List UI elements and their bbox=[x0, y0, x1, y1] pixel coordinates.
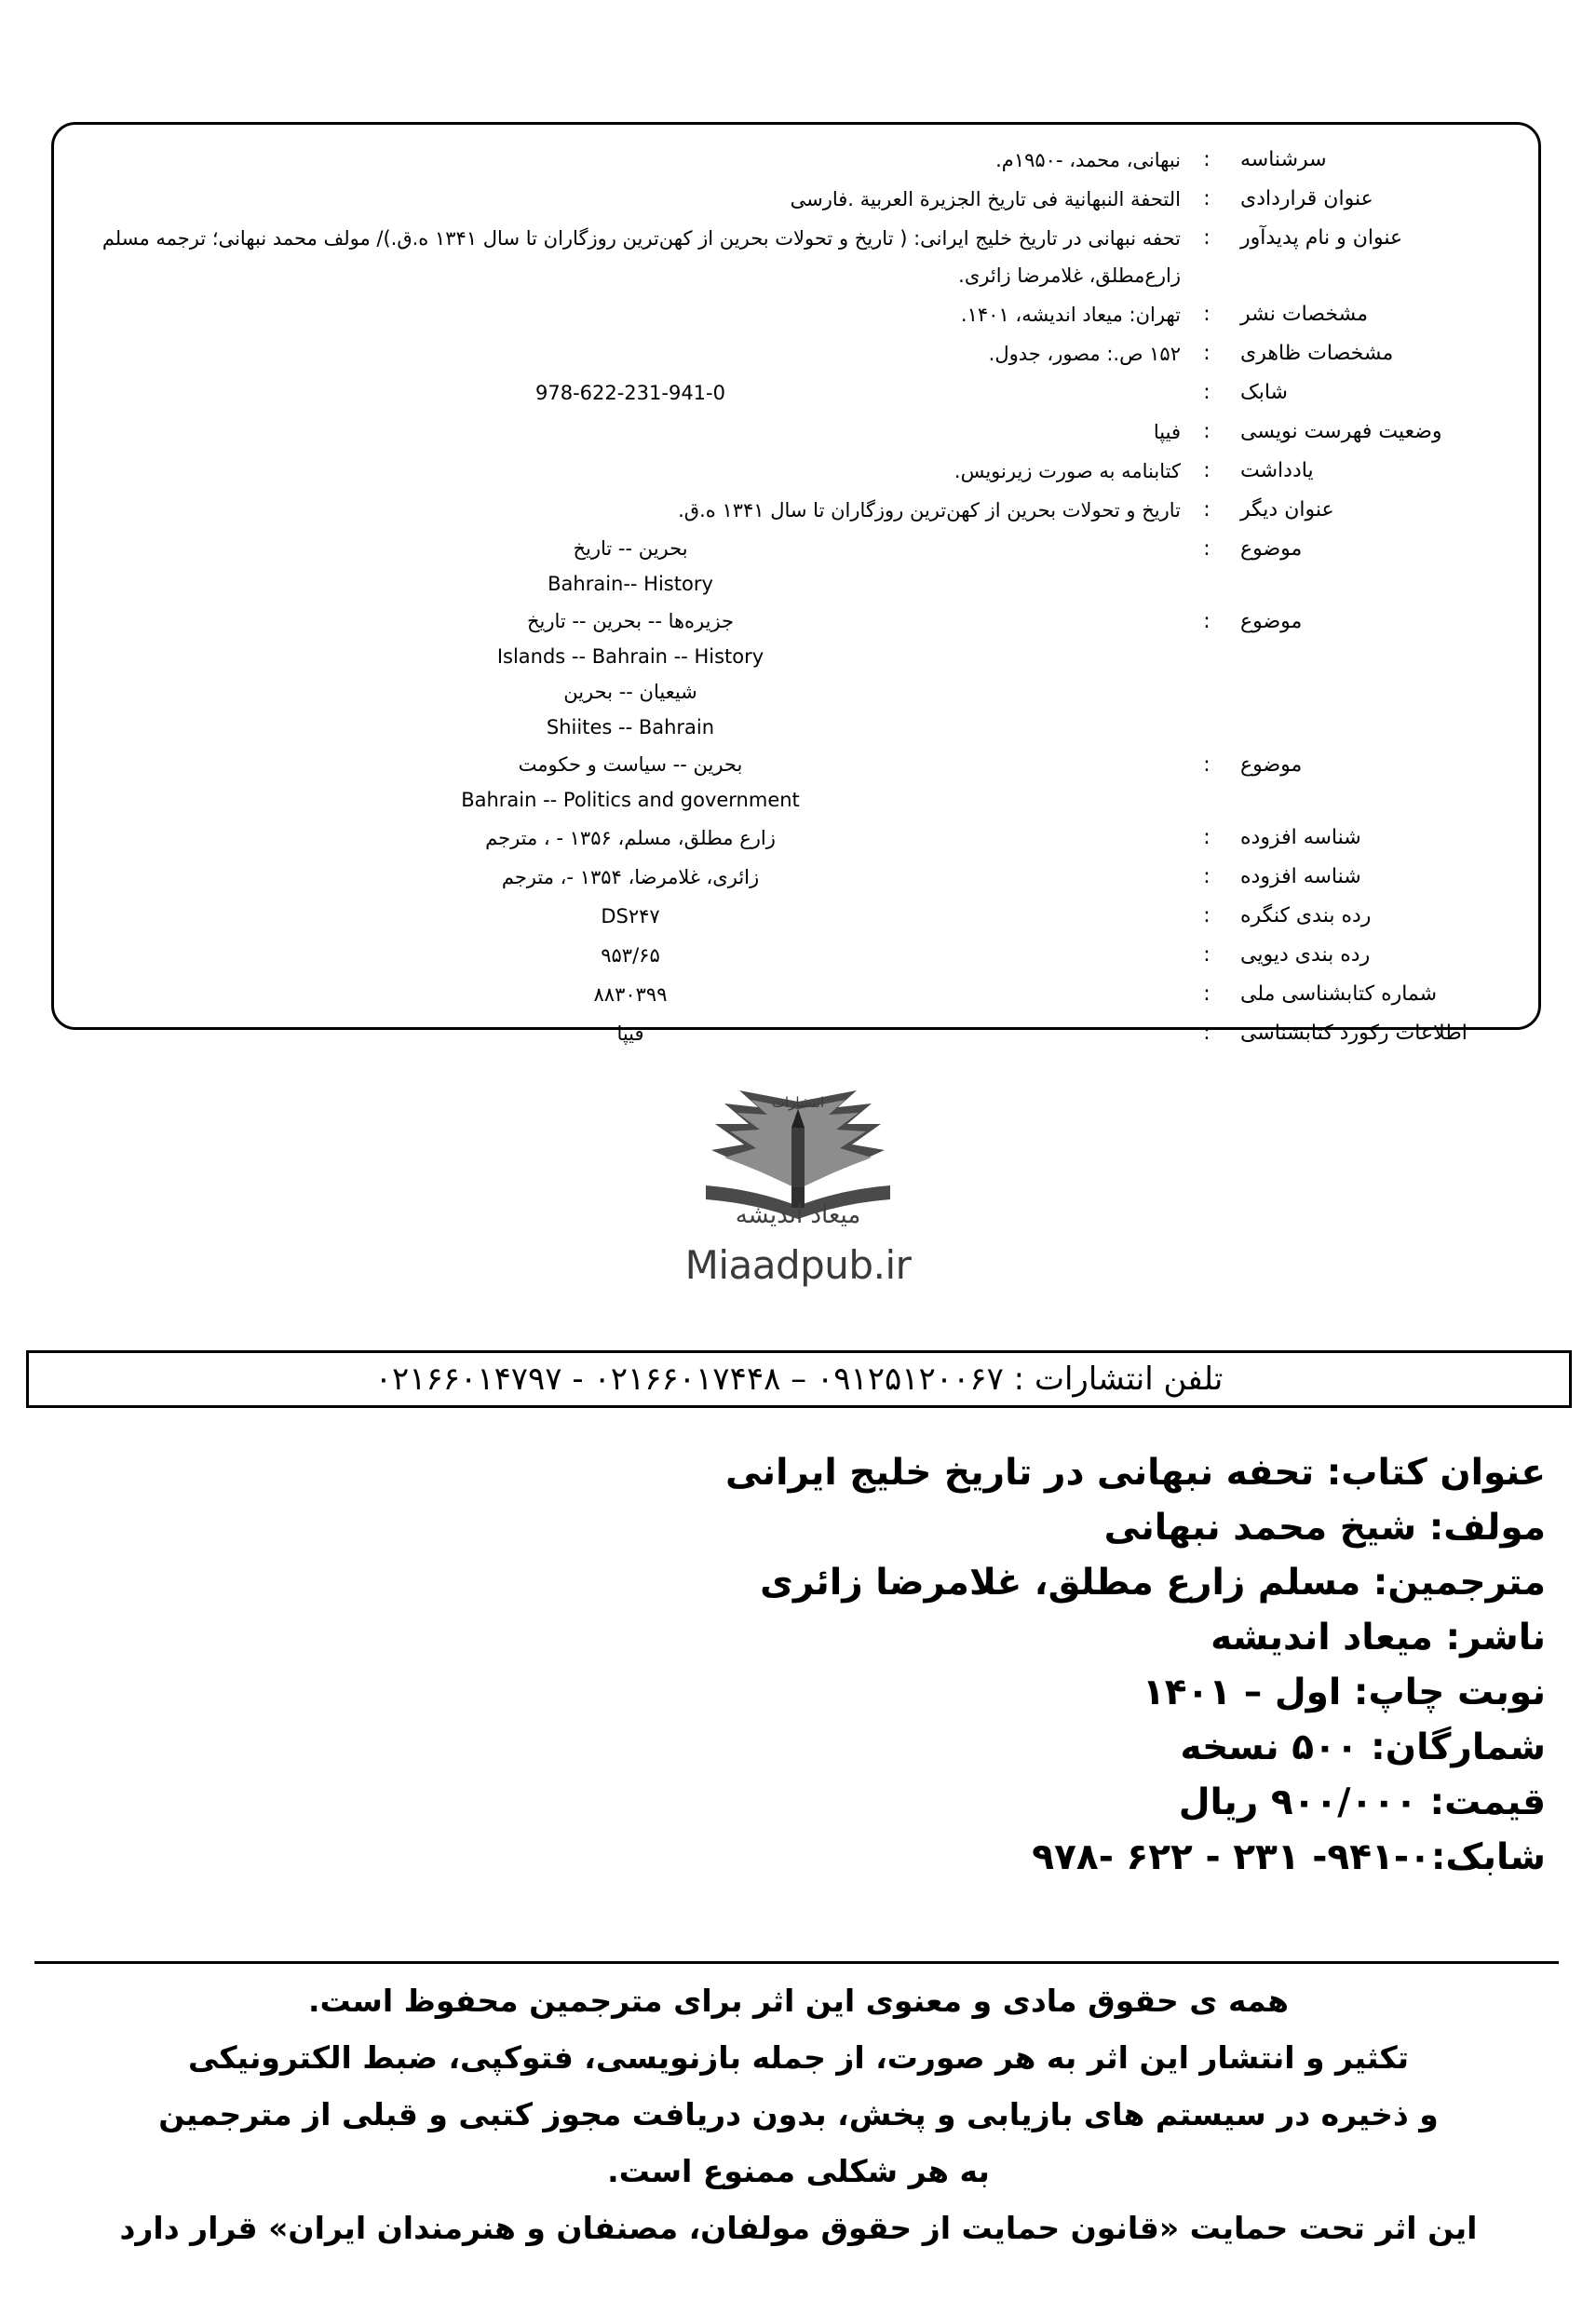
cip-row-label: موضوع bbox=[1240, 610, 1303, 633]
cip-row-colon: : bbox=[1203, 381, 1211, 404]
cip-row-colon: : bbox=[1203, 943, 1211, 967]
cip-row-colon: : bbox=[1203, 610, 1211, 633]
cip-row-label: عنوان دیگر bbox=[1240, 498, 1334, 521]
copyright-notice-line: همه ی حقوق مادی و معنوی این اثر برای مترجمین محفوظ است. bbox=[307, 1983, 1290, 2019]
cip-row-colon: : bbox=[1203, 342, 1211, 365]
cip-row-label: عنوان و نام پدیدآور bbox=[1240, 226, 1403, 250]
cip-row bbox=[80, 937, 1507, 974]
cip-row-colon: : bbox=[1203, 753, 1211, 777]
section-divider bbox=[34, 1961, 1559, 1964]
book-title-line: عنوان کتاب: تحفه نبهانی در تاریخ خلیج ایرانی bbox=[724, 1452, 1546, 1494]
book-print-run-line: شمارگان: ۵۰۰ نسخه bbox=[1180, 1726, 1546, 1768]
book-author-line: مولف: شیخ محمد نبهانی bbox=[1103, 1507, 1546, 1549]
book-isbn-line: شابک:۰-۹۴۱- ۲۳۱ - ۶۲۲ -۹۷۸ bbox=[1032, 1836, 1546, 1878]
cip-subject-line-en: Bahrain -- Politics and government bbox=[461, 789, 800, 811]
cip-row-colon: : bbox=[1203, 148, 1211, 171]
book-edition-line: نوبت چاپ: اول – ۱۴۰۱ bbox=[1142, 1672, 1546, 1713]
cip-row-value: تاریخ و تحولات بحرین از کهن‌ترین روزگاران تا سال ۱۳۴۱ ه.ق. bbox=[678, 499, 1181, 521]
cip-row-value bbox=[80, 819, 1186, 857]
cip-row bbox=[80, 976, 1507, 1013]
cip-row-colon: : bbox=[1203, 1022, 1211, 1045]
cip-row-label: شناسه افزوده bbox=[1240, 826, 1361, 849]
cip-row bbox=[80, 492, 1507, 529]
cip-row-label: موضوع bbox=[1240, 537, 1303, 561]
cip-row-value: نبهانی، محمد، -۱۹۵۰م. bbox=[995, 149, 1181, 171]
cip-row-label: مشخصات ظاهری bbox=[1240, 342, 1394, 365]
copyright-notice-line: و ذخیره در سیستم های بازیابی و پخش، بدون دریافت مجوز کتبی و قبلی از مترجمین bbox=[158, 2096, 1439, 2132]
book-price-line: قیمت: ۹۰۰/۰۰۰ ریال bbox=[1178, 1781, 1546, 1823]
cip-row-label: شماره کتابشناسی ملی bbox=[1240, 982, 1438, 1006]
cip-row-colon: : bbox=[1203, 904, 1211, 927]
cip-row-value bbox=[80, 531, 1186, 602]
cip-subject-row bbox=[80, 603, 1507, 745]
cip-row-value-text: زائری، غلامرضا، ۱۳۵۴ -، مترجم bbox=[501, 866, 760, 888]
cip-row bbox=[80, 898, 1507, 935]
book-publisher-line: ناشر: میعاد اندیشه bbox=[1211, 1617, 1546, 1658]
publisher-phone-box bbox=[26, 1350, 1572, 1408]
cip-subject-line-en: Bahrain-- History bbox=[548, 573, 713, 595]
cip-row bbox=[80, 220, 1507, 294]
cip-row-label: موضوع bbox=[1240, 753, 1303, 777]
cip-row-colon: : bbox=[1203, 982, 1211, 1006]
cip-row-value-text: فیپا bbox=[616, 1022, 644, 1045]
publisher-phone-text: تلفن انتشارات : ۰۹۱۲۵۱۲۰۰۶۷ – ۰۲۱۶۶۰۱۷۴۴۸ - ۰۲۱۶۶۰۱۴۷۹۷ bbox=[374, 1361, 1224, 1398]
cip-row-label: شناسه افزوده bbox=[1240, 865, 1361, 888]
cip-row-label: رده بندی دیویی bbox=[1240, 943, 1371, 967]
cip-row-label: شابک bbox=[1240, 381, 1288, 404]
cip-subject-line-fa: بحرین -- تاریخ bbox=[573, 537, 688, 560]
cip-subject-line-en: Islands -- Bahrain -- History bbox=[496, 645, 764, 668]
logo-bottom-text-glyph: میعاد اندیشه bbox=[735, 1201, 860, 1229]
cip-row-value: تحفه نبهانی در تاریخ خلیج ایرانی: ( تاریخ و تحولات بحرین از کهن‌ترین روزگاران تا سال ۱۳۴۱ ه.ق.)/ مولف محمد نبهانی؛ ترجمه مسلم زارع‌مطلق، غلامرضا زائری. bbox=[101, 227, 1181, 287]
cip-isbn-value: 978-622-231-941-0 bbox=[534, 382, 725, 404]
publisher-website[interactable]: Miaadpub.ir bbox=[684, 1242, 912, 1288]
cip-row-value bbox=[80, 1015, 1186, 1052]
cip-row-colon: : bbox=[1203, 226, 1211, 250]
copyright-notice-line: این اثر تحت حمایت «قانون حمایت از حقوق مولفان، مصنفان و هنرمندان ایران» قرار دارد bbox=[119, 2210, 1478, 2246]
cip-row-value: تهران: میعاد اندیشه، ۱۴۰۱. bbox=[960, 304, 1181, 326]
copyright-notice-line: تکثیر و انتشار این اثر به هر صورت، از جمله بازنویسی، فتوکپی، ضبط الکترونیکی bbox=[187, 2039, 1410, 2076]
cip-row-label: سرشناسه bbox=[1240, 148, 1327, 171]
cip-row-colon: : bbox=[1203, 303, 1211, 326]
cip-row-label: وضعیت فهرست نویسی bbox=[1240, 420, 1442, 443]
cip-row-value-text: ۹۵۳/۶۵ bbox=[601, 944, 660, 967]
cip-row-colon: : bbox=[1203, 865, 1211, 888]
cip-row bbox=[80, 859, 1507, 896]
cip-row-value bbox=[80, 374, 1186, 412]
cip-row-value bbox=[80, 747, 1186, 818]
cip-row-value: ۱۵۲ ص.: مصور، جدول. bbox=[988, 343, 1181, 365]
cip-subject-line-fa: بحرین -- سیاست و حکومت bbox=[518, 753, 743, 776]
cip-row-label: اطلاعات رکورد کتابشناسی bbox=[1240, 1022, 1468, 1045]
logo-top-text-glyph: انتشارات bbox=[771, 1094, 824, 1111]
cip-row-label: مشخصات نشر bbox=[1240, 303, 1368, 326]
book-info-block bbox=[56, 1445, 1546, 1885]
copyright-notice-block bbox=[42, 1972, 1555, 2256]
cip-row-value bbox=[80, 937, 1186, 974]
cip-row-value-text: زارع مطلق، مسلم، ۱۳۵۶ - ، مترجم bbox=[485, 827, 776, 849]
cip-row-label: عنوان قراردادی bbox=[1240, 187, 1373, 210]
cip-row-label: رده بندی کنگره bbox=[1240, 904, 1372, 927]
cip-row-colon: : bbox=[1203, 498, 1211, 521]
cip-row-value: فیپا bbox=[1153, 421, 1181, 443]
cip-row-colon: : bbox=[1203, 459, 1211, 482]
cip-row-value-text: DS۲۴۷ bbox=[601, 905, 660, 927]
cip-subject-row bbox=[80, 531, 1507, 602]
cip-row-value bbox=[80, 603, 1186, 745]
cip-row bbox=[80, 453, 1507, 490]
cip-row-value bbox=[80, 976, 1186, 1013]
cip-subject-line-fa: شیعیان -- بحرین bbox=[563, 681, 697, 703]
cip-row bbox=[80, 181, 1507, 218]
book-translators-line: مترجمین: مسلم زارع مطلق، غلامرضا زائری bbox=[760, 1562, 1546, 1604]
cip-row-value-text: ۸۸۳۰۳۹۹ bbox=[593, 983, 668, 1006]
publisher-logo-block bbox=[0, 1076, 1596, 1288]
cip-row bbox=[80, 819, 1507, 857]
cip-row-value: کتابنامه به صورت زیرنویس. bbox=[954, 460, 1181, 482]
copyright-notice-line: به هر شکلی ممنوع است. bbox=[607, 2153, 990, 2189]
cip-row-colon: : bbox=[1203, 537, 1211, 561]
cip-rows-container bbox=[54, 125, 1538, 1063]
cip-subject-line-en: Shiites -- Bahrain bbox=[546, 716, 715, 738]
cip-row bbox=[80, 374, 1507, 412]
cip-row bbox=[80, 413, 1507, 451]
cip-row-value bbox=[80, 898, 1186, 935]
cip-row-value: التحفة النبهانیة فی تاریخ الجزیرة العربیة .فارسی bbox=[790, 188, 1181, 210]
cip-row-colon: : bbox=[1203, 187, 1211, 210]
cip-row bbox=[80, 1015, 1507, 1052]
cip-row-colon: : bbox=[1203, 420, 1211, 443]
cip-subject-row bbox=[80, 747, 1507, 818]
cip-row bbox=[80, 142, 1507, 179]
cip-record-box bbox=[51, 122, 1541, 1045]
publisher-logo-icon bbox=[698, 1076, 899, 1229]
cip-row-value bbox=[80, 859, 1186, 896]
cip-row-colon: : bbox=[1203, 826, 1211, 849]
cip-row bbox=[80, 296, 1507, 333]
cip-row-label: یادداشت bbox=[1240, 459, 1314, 482]
cip-subject-line-fa: جزیره‌ها -- بحرین -- تاریخ bbox=[526, 610, 735, 632]
cip-row bbox=[80, 335, 1507, 372]
